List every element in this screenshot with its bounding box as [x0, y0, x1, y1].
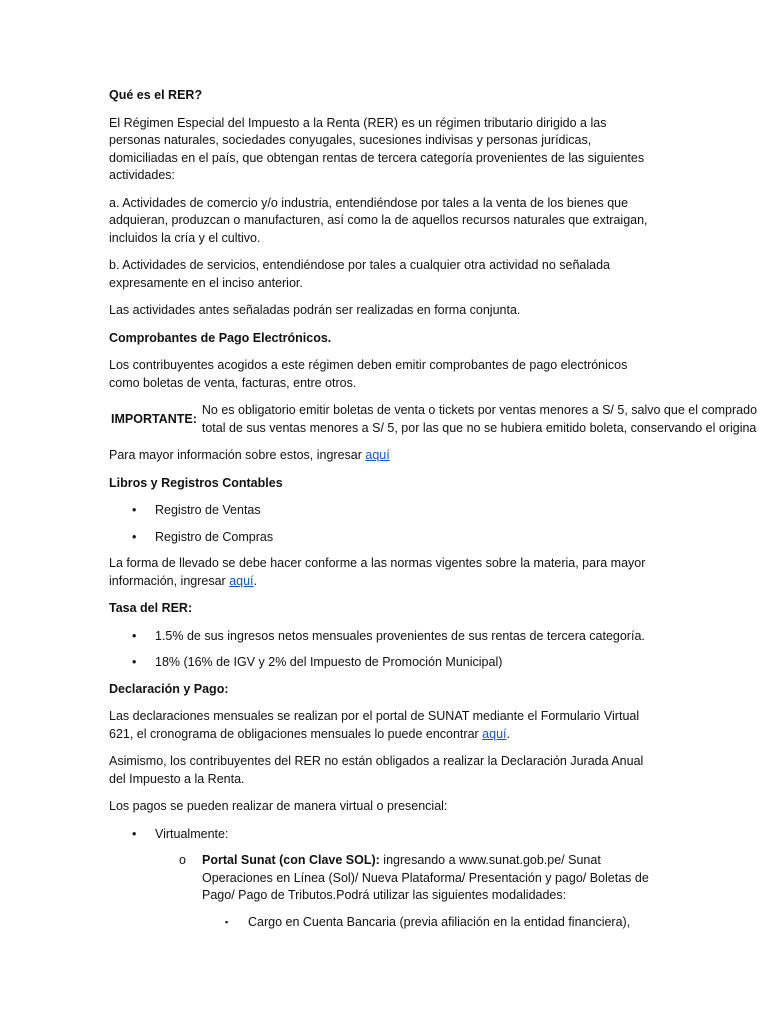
- important-text: [202, 402, 757, 437]
- cargo-text: Cargo en Cuenta Bancaria (previa afiliación en la entidad financiera),: [248, 914, 631, 929]
- paragraph-activity-a: a. Actividades de comercio y/o industria, entendiéndose por tales a la venta de los bienes que adquieran, produzcan o manufacturen, así como la de aquellos recursos naturales que extraigan, incluidos la cría y el cultivo.: [109, 195, 648, 245]
- portal-bold: Portal Sunat (con Clave SOL):: [202, 853, 380, 867]
- list-item: [109, 826, 654, 844]
- circle-marker: o: [179, 853, 186, 867]
- list-item: [109, 502, 654, 520]
- important-label: IMPORTANTE:: [111, 412, 197, 426]
- portal-description: ingresando a www.sunat.gob.pe/ Sunat Operaciones en Línea (Sol)/ Nueva Plataforma/ Presentación y pago/ Boletas de Pago/ Pago de Tributos.Podrá utilizar las siguientes modalidades:: [202, 853, 649, 902]
- link-aqui-cronograma[interactable]: aquí: [482, 726, 507, 741]
- heading-declaracion: Declaración y Pago:: [109, 681, 229, 696]
- portal-text: [202, 852, 654, 905]
- tasa-list: [109, 628, 654, 672]
- bullet-marker: •: [132, 529, 137, 544]
- paragraph-activity-b: b. Actividades de servicios, entendiéndose por tales a cualquier otra actividad no señalada expresamente en el inciso anterior.: [109, 258, 611, 290]
- paragraph-more-info: [109, 447, 654, 465]
- list-item-text: Registro de Ventas: [155, 503, 261, 517]
- bullet-marker: •: [132, 826, 137, 841]
- link-aqui-comprobantes[interactable]: aquí: [365, 448, 390, 462]
- important-line-2: total de sus ventas menores a S/ 5, por las que no se hubiera emitido boleta, conservando el origina: [201, 420, 757, 435]
- list-item-text: Virtualmente:: [155, 826, 229, 841]
- paragraph-pagos: Los pagos se pueden realizar de manera virtual o presencial:: [109, 799, 448, 813]
- more-info-text: Para mayor información sobre estos, ingresar: [109, 448, 366, 462]
- forma-llevado-text: La forma de llevado se debe hacer conforme a las normas vigentes sobre la materia, para mayor información, ingresar: [109, 556, 646, 588]
- heading-comprobantes: Comprobantes de Pago Electrónicos.: [109, 330, 332, 345]
- paragraph-declaraciones: [109, 708, 654, 743]
- list-item-text: 1.5% de sus ingresos netos mensuales provenientes de sus rentas de tercera categoría.: [155, 628, 645, 643]
- declaraciones-text: Las declaraciones mensuales se realizan por el portal de SUNAT mediante el Formulario Virtual 621, el cronograma de obligaciones mensuales lo puede encontrar: [109, 709, 640, 741]
- bullet-marker: •: [132, 628, 137, 643]
- list-item: [109, 628, 654, 646]
- list-item-text: 18% (16% de IGV y 2% del Impuesto de Promoción Municipal): [155, 655, 503, 669]
- paragraph-no-obligados: Asimismo, los contribuyentes del RER no están obligados a realizar la Declaración Jurada Anual del Impuesto a la Renta.: [109, 754, 644, 786]
- heading-que-es-rer: Qué es el RER?: [109, 88, 203, 102]
- important-line-1: No es obligatorio emitir boletas de venta o tickets por ventas menores a S/ 5, salvo que el comprado: [201, 403, 758, 417]
- paragraph-comprobantes: Los contribuyentes acogidos a este régimen deben emitir comprobantes de pago electrónicos como boletas de venta, facturas, entre otros.: [109, 358, 628, 390]
- libros-list: [109, 502, 654, 546]
- period: .: [253, 573, 258, 588]
- list-item-cargo: [109, 914, 654, 932]
- list-item: [109, 654, 654, 672]
- pagos-list: [109, 826, 654, 932]
- period: .: [506, 726, 510, 741]
- paragraph-activities-joint: Las actividades antes señaladas podrán ser realizadas en forma conjunta.: [109, 303, 521, 317]
- important-note: [109, 402, 758, 437]
- heading-libros: Libros y Registros Contables: [109, 475, 283, 490]
- list-item: [109, 529, 654, 547]
- heading-tasa: Tasa del RER:: [109, 601, 193, 615]
- document-body: [109, 87, 758, 940]
- paragraph-forma-llevado: [109, 555, 654, 590]
- square-marker: ▪: [225, 916, 229, 927]
- bullet-marker: •: [132, 503, 137, 517]
- paragraph-rer-definition: El Régimen Especial del Impuesto a la Renta (RER) es un régimen tributario dirigido a las personas naturales, sociedades conyugales, sucesiones indivisas y personas jurídicas, domiciliadas en el país, que obtengan rentas de tercera categoría provenientes de las siguientes actividades:: [109, 115, 645, 182]
- list-item-portal: [109, 852, 654, 905]
- bullet-marker: •: [132, 655, 137, 669]
- link-aqui-libros[interactable]: aquí: [229, 573, 254, 588]
- list-item-text: Registro de Compras: [155, 529, 274, 544]
